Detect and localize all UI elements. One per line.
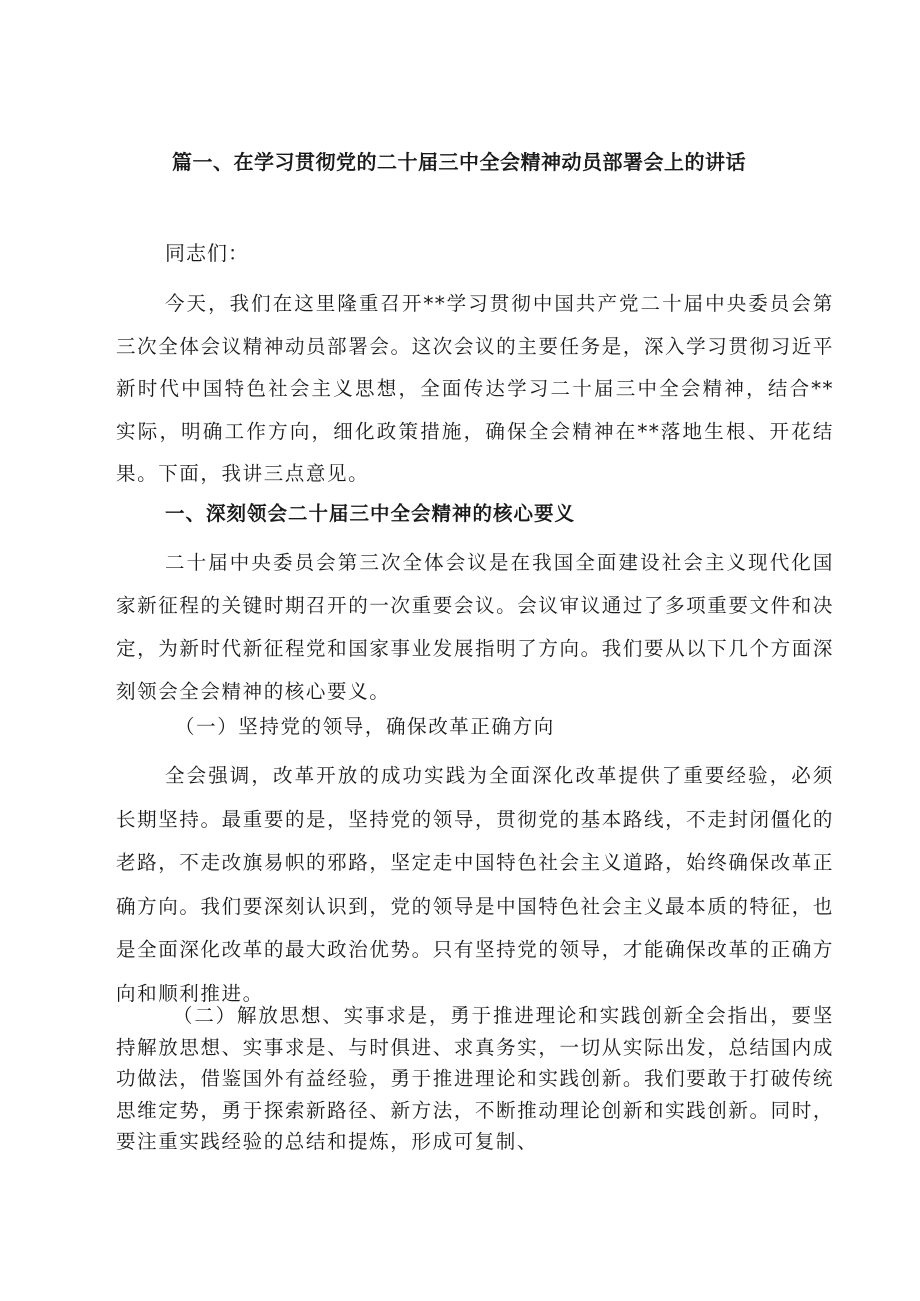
subsection-1-heading: （一）坚持党的领导，确保改革正确方向: [175, 715, 555, 738]
intro-paragraph: 今天，我们在这里隆重召开**学习贯彻中国共产党二十届中央委员会第三次全体会议精神动员部署会。这次会议的主要任务是，深入学习贯彻习近平新时代中国特色社会主义思想，全面传达学习二十届三中全会精神，结合**实际，明确工作方向，细化政策措施，确保全会精神在**落地生根、开花结果。下面，我讲三点意见。: [116, 292, 834, 485]
subsection-1-paragraph: 全会强调，改革开放的成功实践为全面深化改革提供了重要经验，必须长期坚持。最重要的是，坚持党的领导，贯彻党的基本路线，不走封闭僵化的老路，不走改旗易帜的邪路，坚定走中国特色社会主义道路，始终确保改革正确方向。我们要深刻认识到，党的领导是中国特色社会主义最本质的特征，也是全面深化改革的最大政治优势。只有坚持党的领导，才能确保改革的正确方向和顺利推进。: [116, 764, 834, 1005]
document-title: 篇一、在学习贯彻党的二十届三中全会精神动员部署会上的讲话: [172, 150, 746, 174]
salutation: 同志们：: [165, 241, 249, 265]
section-1-heading: 一、深刻领会二十届三中全会精神的核心要义: [165, 502, 576, 525]
subsection-2-paragraph: （二）解放思想、实事求是，勇于推进理论和实践创新全会指出，要坚持解放思想、实事求是、与时俱进、求真务实，一切从实际出发，总结国内成功做法，借鉴国外有益经验，勇于推进理论和实践创新。我们要敢于打破传统思维定势，勇于探索新路径、新方法，不断推动理论创新和实践创新。同时，要注重实践经验的总结和提炼，形成可复制、: [116, 1004, 834, 1153]
section-1-paragraph: 二十届中央委员会第三次全体会议是在我国全面建设社会主义现代化国家新征程的关键时期召开的一次重要会议。会议审议通过了多项重要文件和决定，为新时代新征程党和国家事业发展指明了方向。我们要从以下几个方面深刻领会全会精神的核心要义。: [116, 551, 834, 703]
